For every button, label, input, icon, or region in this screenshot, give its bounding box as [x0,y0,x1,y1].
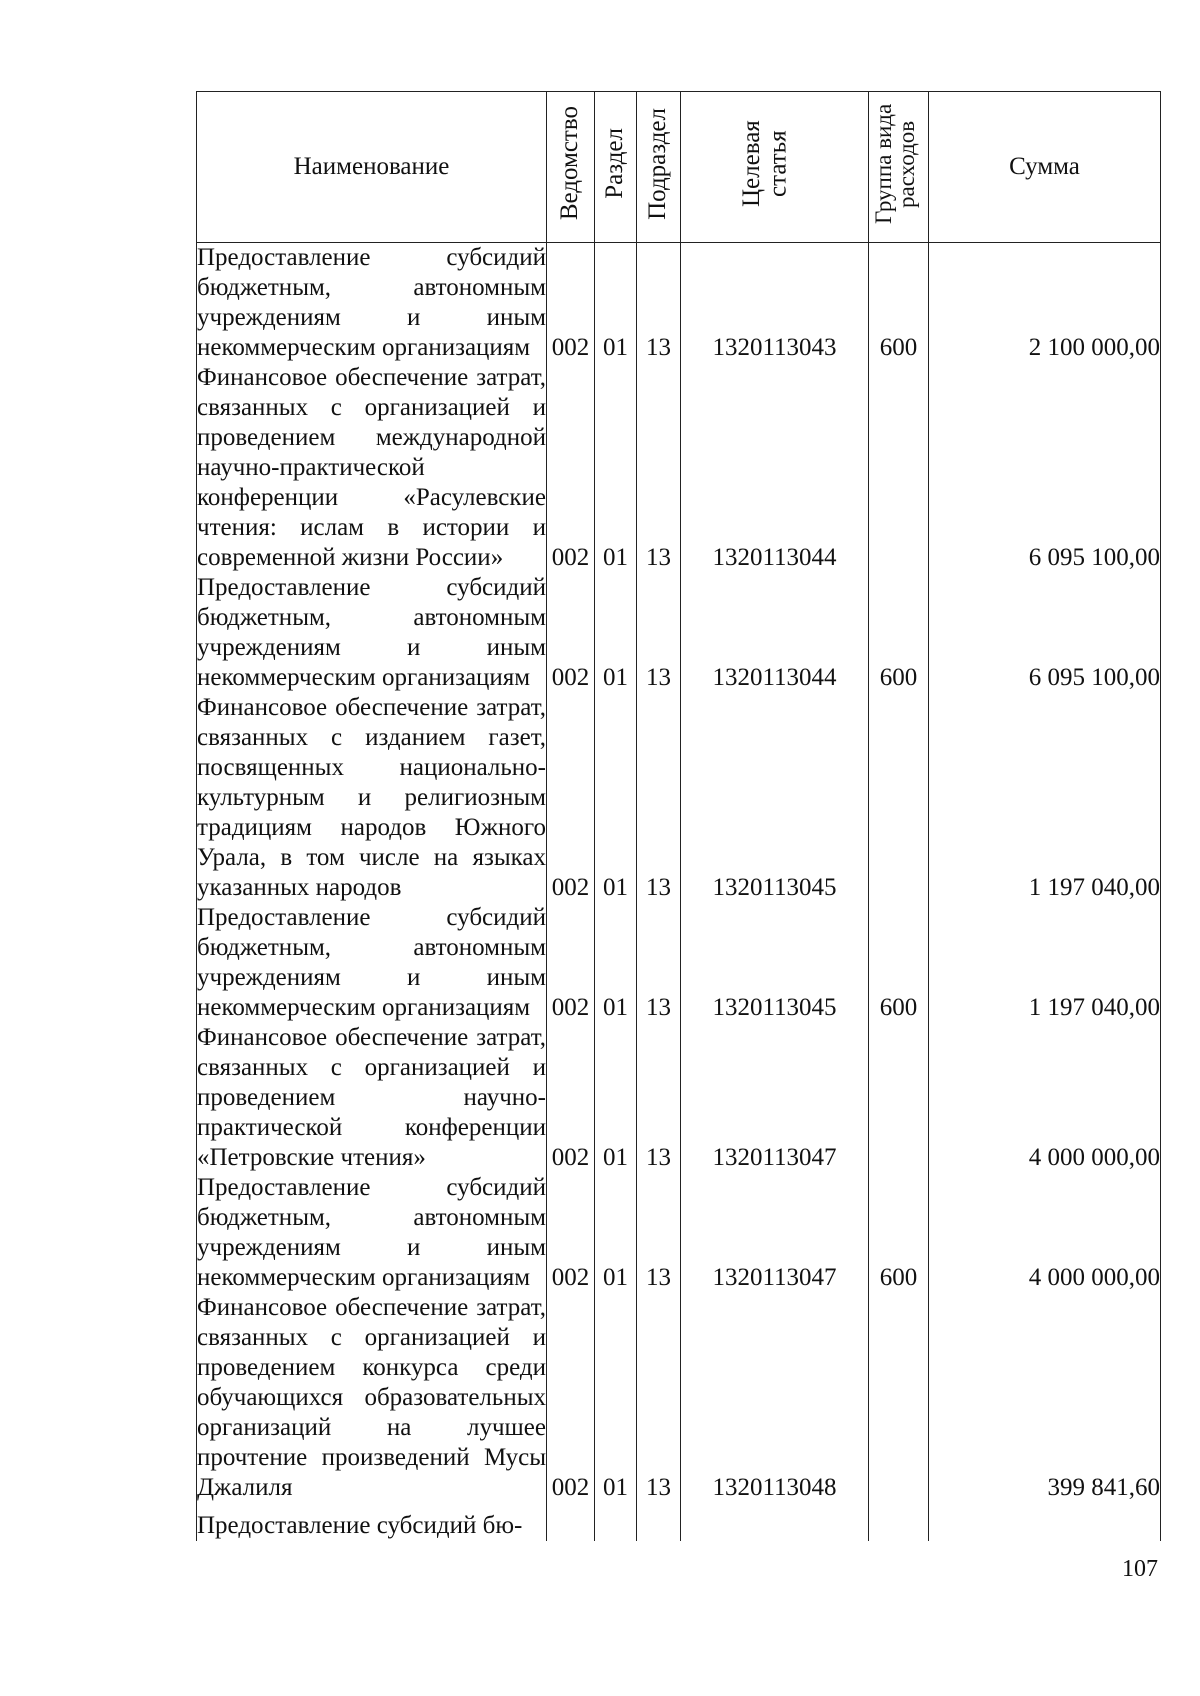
table-row [197,363,1161,573]
row-podrazdel-cell: 13 [637,573,681,693]
header-podrazdel: Подраздел [637,92,681,243]
row-podrazdel-cell: 13 [637,693,681,903]
row-razdel-cell: 01 [595,363,637,573]
row-gruppa-cell [869,363,929,573]
row-razdel-cell: 01 [595,1023,637,1173]
row-razdel-cell: 01 [595,1173,637,1293]
table-row [197,243,1161,364]
row-summa-cell: 399 841,60 [929,1293,1161,1503]
row-podrazdel-cell: 13 [637,903,681,1023]
row-vedomstvo-cell: 002 [547,243,595,364]
row-vedomstvo-cell [547,1503,595,1541]
row-podrazdel-cell: 13 [637,363,681,573]
header-gruppa: Группа вида расходов [869,92,929,243]
row-gruppa-cell: 600 [869,903,929,1023]
header-summa: Сумма [929,92,1161,243]
row-summa-cell: 4 000 000,00 [929,1173,1161,1293]
row-name-cell: Финансовое обеспечение затрат, связанных с изданием газет, посвященных национально-культурным и религиозным традициям народов Южного Урала, в том числе на языках указанных народов [197,694,546,901]
row-gruppa-cell [869,1023,929,1173]
row-gruppa-cell [869,693,929,903]
row-podrazdel-cell: 13 [637,243,681,364]
row-razdel-cell: 01 [595,903,637,1023]
table-row [197,573,1161,693]
row-name-cell: Предоставление субсидий бюджетным, автономным учреждениям и иным некоммерческим организациям [197,1174,546,1291]
row-summa-cell: 6 095 100,00 [929,573,1161,693]
table-row [197,1023,1161,1173]
row-vedomstvo-cell: 002 [547,693,595,903]
table-row [197,1503,1161,1541]
row-gruppa-cell: 600 [869,243,929,364]
row-tselevaya-cell: 1320113044 [681,573,869,693]
row-summa-cell: 2 100 000,00 [929,243,1161,364]
row-vedomstvo-cell: 002 [547,363,595,573]
row-vedomstvo-cell: 002 [547,1173,595,1293]
row-razdel-cell [595,1503,637,1541]
row-name-cell: Предоставление субсидий бю- [197,1503,547,1541]
header-row [197,92,1161,243]
header-vedomstvo: Ведомство [547,92,595,243]
row-vedomstvo-cell: 002 [547,1293,595,1503]
row-vedomstvo-cell: 002 [547,903,595,1023]
table-row [197,1173,1161,1293]
row-name-cell: Финансовое обеспечение затрат, связанных с организацией и проведением международной научно-практической конференции «Расулевские чтения: ислам в истории и современной жизни России» [197,364,546,571]
row-razdel-cell: 01 [595,243,637,364]
row-tselevaya-cell: 1320113044 [681,363,869,573]
budget-table [196,91,1161,1541]
row-tselevaya-cell: 1320113047 [681,1173,869,1293]
row-podrazdel-cell: 13 [637,1173,681,1293]
row-name-cell: Предоставление субсидий бюджетным, автономным учреждениям и иным некоммерческим организациям [197,904,546,1021]
row-gruppa-cell [869,1293,929,1503]
table-row [197,693,1161,903]
header-razdel: Раздел [595,92,637,243]
table-row [197,903,1161,1023]
row-gruppa-cell: 600 [869,573,929,693]
row-tselevaya-cell: 1320113048 [681,1293,869,1503]
row-tselevaya-cell: 1320113045 [681,693,869,903]
row-vedomstvo-cell: 002 [547,573,595,693]
row-tselevaya-cell: 1320113047 [681,1023,869,1173]
header-name: Наименование [197,92,547,243]
row-razdel-cell: 01 [595,573,637,693]
row-podrazdel-cell: 13 [637,1293,681,1503]
row-summa-cell: 1 197 040,00 [929,693,1161,903]
header-tselevaya: Целевая статья [681,92,869,243]
row-summa-cell: 6 095 100,00 [929,363,1161,573]
row-summa-cell [929,1503,1161,1541]
table-row [197,1293,1161,1503]
row-tselevaya-cell [681,1503,869,1541]
row-gruppa-cell [869,1503,929,1541]
row-name-cell: Финансовое обеспечение затрат, связанных с организацией и проведением научно-практической конференции «Петровские чтения» [197,1024,546,1171]
row-podrazdel-cell: 13 [637,1023,681,1173]
page-number: 107 [1122,1556,1158,1582]
row-name-cell: Предоставление субсидий бюджетным, автономным учреждениям и иным некоммерческим организациям [197,244,546,361]
row-gruppa-cell: 600 [869,1173,929,1293]
row-tselevaya-cell: 1320113045 [681,903,869,1023]
row-podrazdel-cell [637,1503,681,1541]
row-tselevaya-cell: 1320113043 [681,243,869,364]
row-name-cell: Финансовое обеспечение затрат, связанных с организацией и проведением конкурса среди обучающихся образовательных организаций на лучшее прочтение произведений Мусы Джалиля [197,1294,546,1501]
row-razdel-cell: 01 [595,693,637,903]
row-name-cell: Предоставление субсидий бюджетным, автономным учреждениям и иным некоммерческим организациям [197,574,546,691]
row-summa-cell: 1 197 040,00 [929,903,1161,1023]
row-razdel-cell: 01 [595,1293,637,1503]
row-summa-cell: 4 000 000,00 [929,1023,1161,1173]
row-vedomstvo-cell: 002 [547,1023,595,1173]
